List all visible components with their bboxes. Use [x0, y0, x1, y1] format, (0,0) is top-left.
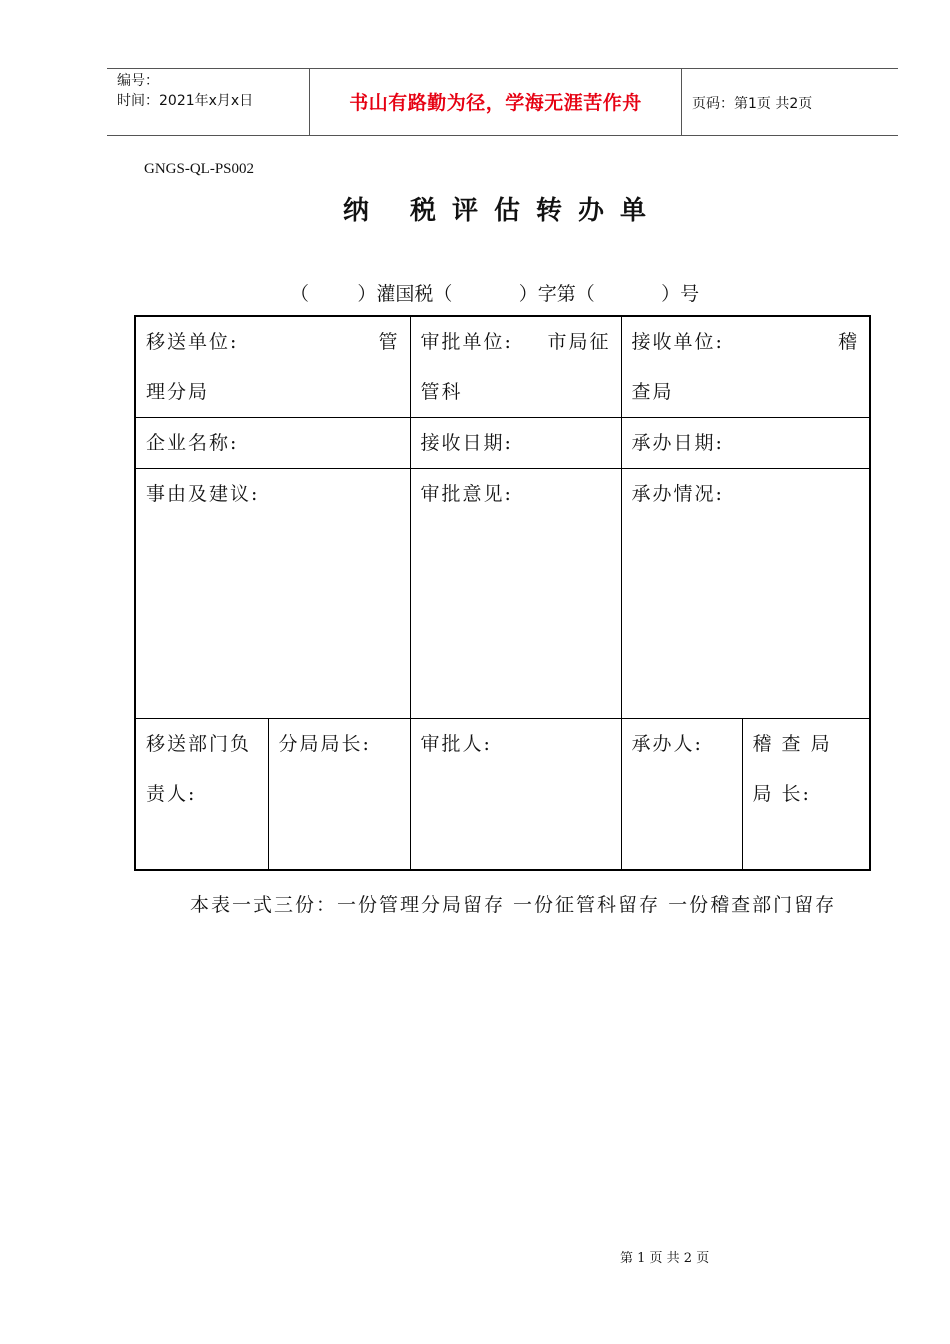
header-motto: 书山有路勤为径，学海无涯苦作舟	[349, 92, 642, 114]
transfer-unit-cell	[135, 316, 410, 418]
approval-unit-value-cont: 管科	[420, 381, 463, 403]
dept-head-cell[interactable]: 移送部门负责人:	[135, 719, 268, 870]
company-name-cell[interactable]: 企业名称:	[135, 418, 410, 469]
handling-status-cell[interactable]: 承办情况:	[621, 469, 870, 719]
receiving-unit-label: 接收单位:	[631, 331, 724, 353]
receive-date-cell[interactable]: 接收日期:	[410, 418, 621, 469]
doc-number-line: （ ）灌国税（ ）字第（ ）号	[290, 283, 700, 305]
header-meta	[117, 71, 253, 111]
header-page-info: 页码：第1页 共2页	[692, 96, 813, 112]
approval-unit-cell	[410, 316, 621, 418]
transfer-form-table	[134, 315, 871, 871]
approval-unit-label: 审批单位:	[420, 331, 513, 353]
page-title: 纳 税评估转办单	[342, 196, 663, 226]
reason-cell[interactable]: 事由及建议:	[135, 469, 410, 719]
handler-cell[interactable]: 承办人:	[621, 719, 742, 870]
branch-head-cell[interactable]: 分局局长:	[268, 719, 410, 870]
time-label: 时间：2021年x月x日	[117, 93, 254, 109]
form-row-dates	[135, 418, 870, 469]
receiving-unit-value: 稽	[838, 331, 860, 353]
number-label: 编号：	[117, 73, 159, 89]
receiving-unit-cell	[621, 316, 870, 418]
transfer-unit-value: 管	[378, 331, 400, 353]
receiving-unit-value-cont: 查局	[631, 381, 674, 403]
form-row-units	[135, 316, 870, 418]
header-top-rule	[107, 68, 898, 69]
approval-opinion-cell[interactable]: 审批意见:	[410, 469, 621, 719]
page-number: 第 1 页 共 2 页	[620, 1251, 710, 1266]
form-row-opinions	[135, 469, 870, 719]
transfer-unit-label: 移送单位:	[146, 331, 239, 353]
approver-cell[interactable]: 审批人:	[410, 719, 621, 870]
header-bottom-rule	[107, 135, 898, 136]
audit-head-cell[interactable]: 稽 查 局 局 长:	[742, 719, 870, 870]
form-row-signatures	[135, 719, 870, 870]
transfer-unit-value-cont: 理分局	[146, 381, 210, 403]
handle-date-cell[interactable]: 承办日期:	[621, 418, 870, 469]
footnote: 本表一式三份：一份管理分局留存 一份征管科留存 一份稽查部门留存	[190, 894, 837, 916]
doc-code: GNGS-QL-PS002	[144, 161, 255, 177]
header-divider	[681, 68, 682, 135]
approval-unit-value: 市局征	[547, 331, 611, 353]
